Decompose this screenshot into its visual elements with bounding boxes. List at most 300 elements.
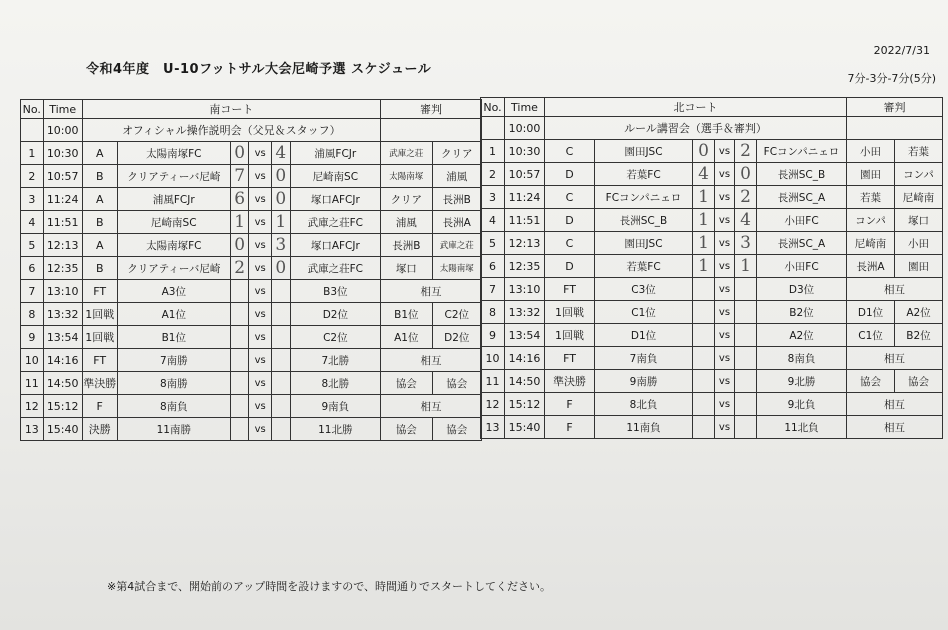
away-score: 3 — [735, 232, 757, 255]
referee: 協会 — [381, 418, 432, 441]
home-team: 園田JSC — [595, 140, 693, 163]
match-no: 8 — [481, 301, 505, 324]
document-title: 令和4年度 U-10フットサル大会尼崎予選 スケジュール — [86, 62, 432, 77]
match-group: 1回戦 — [545, 301, 595, 324]
versus-label: vs — [249, 326, 272, 349]
referee: 尼崎南 — [847, 232, 895, 255]
home-score — [230, 303, 249, 326]
match-row — [481, 278, 943, 301]
match-group: FT — [545, 278, 595, 301]
match-time: 13:54 — [505, 324, 545, 347]
referee: D1位 — [847, 301, 895, 324]
home-team: 8北負 — [595, 393, 693, 416]
referee: 相互 — [847, 416, 943, 439]
match-group: FT — [545, 347, 595, 370]
match-no: 1 — [21, 142, 44, 165]
away-team: 8北勝 — [290, 372, 381, 395]
match-no: 12 — [21, 395, 44, 418]
match-row — [21, 142, 482, 165]
away-team: 9北負 — [757, 393, 847, 416]
versus-label: vs — [715, 186, 735, 209]
match-row — [481, 393, 943, 416]
match-time: 14:16 — [505, 347, 545, 370]
match-time: 13:32 — [505, 301, 545, 324]
referee: 武庫之荘 — [381, 142, 432, 165]
away-team: 7北勝 — [290, 349, 381, 372]
away-score: 0 — [272, 257, 291, 280]
referee: 長洲B — [432, 188, 481, 211]
referee: 協会 — [847, 370, 895, 393]
match-row — [21, 211, 482, 234]
versus-label: vs — [715, 347, 735, 370]
away-team: 塚口AFCJr — [290, 188, 381, 211]
away-score: 3 — [272, 234, 291, 257]
home-team: クリアティーバ尼崎 — [117, 257, 230, 280]
event-row — [481, 117, 943, 140]
match-row — [481, 347, 943, 370]
versus-label: vs — [249, 257, 272, 280]
versus-label: vs — [715, 301, 735, 324]
referee: クリア — [432, 142, 481, 165]
away-team: D2位 — [290, 303, 381, 326]
home-score — [230, 349, 249, 372]
away-score: 4 — [272, 142, 291, 165]
match-no: 3 — [481, 186, 505, 209]
referee: A2位 — [895, 301, 943, 324]
north-court-table — [480, 97, 943, 439]
match-group: C — [545, 232, 595, 255]
match-time: 12:35 — [43, 257, 82, 280]
referee: 協会 — [432, 372, 481, 395]
match-row — [21, 418, 482, 441]
away-team: 長洲SC_A — [757, 232, 847, 255]
home-score: 6 — [230, 188, 249, 211]
referee: B2位 — [895, 324, 943, 347]
home-score — [693, 324, 715, 347]
home-team: 8南勝 — [117, 372, 230, 395]
match-time: 14:50 — [505, 370, 545, 393]
match-row — [481, 163, 943, 186]
referee: 長洲A — [432, 211, 481, 234]
away-team: B3位 — [290, 280, 381, 303]
match-time: 14:16 — [43, 349, 82, 372]
versus-label: vs — [249, 188, 272, 211]
away-score — [735, 301, 757, 324]
referee: 尼崎南 — [895, 186, 943, 209]
match-time: 13:10 — [43, 280, 82, 303]
away-score: 0 — [272, 188, 291, 211]
home-score — [230, 372, 249, 395]
match-time: 12:35 — [505, 255, 545, 278]
away-score: 1 — [272, 211, 291, 234]
referee: 相互 — [381, 395, 482, 418]
match-row — [21, 165, 482, 188]
away-score — [272, 326, 291, 349]
match-group: 決勝 — [82, 418, 117, 441]
match-row — [481, 186, 943, 209]
match-time: 10:57 — [505, 163, 545, 186]
referee: 浦風 — [432, 165, 481, 188]
match-no: 2 — [481, 163, 505, 186]
home-score: 0 — [230, 234, 249, 257]
match-row — [21, 303, 482, 326]
referee: 長洲B — [381, 234, 432, 257]
match-group: D — [545, 209, 595, 232]
home-score: 4 — [693, 163, 715, 186]
match-time: 11:51 — [43, 211, 82, 234]
match-group: F — [82, 395, 117, 418]
versus-label: vs — [249, 234, 272, 257]
home-score — [693, 370, 715, 393]
home-score: 1 — [693, 255, 715, 278]
away-team: C2位 — [290, 326, 381, 349]
home-score: 1 — [693, 209, 715, 232]
match-no: 11 — [481, 370, 505, 393]
match-time: 14:50 — [43, 372, 82, 395]
court-name: 北コート — [545, 98, 847, 117]
match-no: 3 — [21, 188, 44, 211]
versus-label: vs — [249, 372, 272, 395]
referee: 太陽南塚 — [381, 165, 432, 188]
versus-label: vs — [715, 232, 735, 255]
match-no: 11 — [21, 372, 44, 395]
match-no: 10 — [481, 347, 505, 370]
away-score: 0 — [735, 163, 757, 186]
away-team: 長洲SC_A — [757, 186, 847, 209]
match-no: 6 — [481, 255, 505, 278]
away-team: 11北負 — [757, 416, 847, 439]
referee: C2位 — [432, 303, 481, 326]
away-score: 2 — [735, 186, 757, 209]
home-score — [230, 280, 249, 303]
match-no: 13 — [481, 416, 505, 439]
versus-label: vs — [715, 278, 735, 301]
match-row — [481, 209, 943, 232]
match-row — [21, 234, 482, 257]
match-row — [21, 372, 482, 395]
versus-label: vs — [249, 280, 272, 303]
match-group: A — [82, 142, 117, 165]
referee: 相互 — [381, 280, 482, 303]
match-row — [21, 280, 482, 303]
home-score — [230, 326, 249, 349]
col-time: Time — [505, 98, 545, 117]
match-time: 12:13 — [505, 232, 545, 255]
away-team: 9南負 — [290, 395, 381, 418]
col-no: No. — [481, 98, 505, 117]
away-team: B2位 — [757, 301, 847, 324]
match-row — [481, 324, 943, 347]
versus-label: vs — [715, 163, 735, 186]
match-no: 12 — [481, 393, 505, 416]
event-row — [21, 119, 482, 142]
away-score: 4 — [735, 209, 757, 232]
versus-label: vs — [249, 303, 272, 326]
match-no: 4 — [481, 209, 505, 232]
away-score — [272, 372, 291, 395]
home-team: A1位 — [117, 303, 230, 326]
away-team: 11北勝 — [290, 418, 381, 441]
referee: クリア — [381, 188, 432, 211]
match-group: FT — [82, 349, 117, 372]
home-score — [693, 347, 715, 370]
match-time: 15:12 — [43, 395, 82, 418]
away-score — [735, 347, 757, 370]
referee: 武庫之荘 — [432, 234, 481, 257]
away-team: 尼崎南SC — [290, 165, 381, 188]
match-group: C — [545, 186, 595, 209]
home-team: B1位 — [117, 326, 230, 349]
match-time: 13:32 — [43, 303, 82, 326]
match-row — [21, 188, 482, 211]
match-no: 9 — [21, 326, 44, 349]
match-row — [481, 255, 943, 278]
match-no: 10 — [21, 349, 44, 372]
match-group: B — [82, 211, 117, 234]
home-score: 0 — [693, 140, 715, 163]
referee: A1位 — [381, 326, 432, 349]
home-score: 0 — [230, 142, 249, 165]
referee: 小田 — [847, 140, 895, 163]
match-time: 15:40 — [505, 416, 545, 439]
match-group: FT — [82, 280, 117, 303]
match-row — [481, 301, 943, 324]
home-team: 太陽南塚FC — [117, 234, 230, 257]
match-group: A — [82, 188, 117, 211]
referee: B1位 — [381, 303, 432, 326]
home-team: 7南勝 — [117, 349, 230, 372]
event-label: オフィシャル操作説明会（父兄＆スタッフ） — [82, 119, 380, 142]
versus-label: vs — [249, 142, 272, 165]
away-team: 小田FC — [757, 255, 847, 278]
home-team: 園田JSC — [595, 232, 693, 255]
referee: 浦風 — [381, 211, 432, 234]
south-header-row — [21, 100, 482, 119]
away-team: 塚口AFCJr — [290, 234, 381, 257]
match-time: 13:10 — [505, 278, 545, 301]
match-no: 9 — [481, 324, 505, 347]
away-score: 2 — [735, 140, 757, 163]
match-group: B — [82, 165, 117, 188]
away-team: 長洲SC_B — [757, 163, 847, 186]
home-score — [693, 278, 715, 301]
match-group: D — [545, 163, 595, 186]
versus-label: vs — [715, 416, 735, 439]
away-score — [272, 303, 291, 326]
home-team: 尼崎南SC — [117, 211, 230, 234]
match-format: 7分-3分-7分(5分) — [847, 72, 936, 85]
versus-label: vs — [715, 140, 735, 163]
home-team: C3位 — [595, 278, 693, 301]
south-body — [21, 119, 482, 441]
south-court-table — [20, 99, 482, 441]
away-score — [735, 324, 757, 347]
away-score — [272, 280, 291, 303]
match-no: 7 — [21, 280, 44, 303]
match-no: 4 — [21, 211, 44, 234]
away-score — [735, 370, 757, 393]
match-row — [21, 395, 482, 418]
match-no: 1 — [481, 140, 505, 163]
match-no: 2 — [21, 165, 44, 188]
away-score — [272, 418, 291, 441]
north-header-row — [481, 98, 943, 117]
versus-label: vs — [249, 211, 272, 234]
home-team: 11南負 — [595, 416, 693, 439]
away-score: 0 — [272, 165, 291, 188]
match-group: F — [545, 393, 595, 416]
referee: 園田 — [895, 255, 943, 278]
home-score — [230, 395, 249, 418]
away-team: 武庫之荘FC — [290, 257, 381, 280]
match-group: 1回戦 — [545, 324, 595, 347]
versus-label: vs — [249, 349, 272, 372]
referee: 小田 — [895, 232, 943, 255]
home-team: 9南勝 — [595, 370, 693, 393]
home-team: FCコンパニェロ — [595, 186, 693, 209]
away-team: A2位 — [757, 324, 847, 347]
referee: 相互 — [381, 349, 482, 372]
home-score: 2 — [230, 257, 249, 280]
match-time: 15:12 — [505, 393, 545, 416]
away-score — [272, 395, 291, 418]
event-label: ルール講習会（選手＆審判） — [545, 117, 847, 140]
match-row — [481, 232, 943, 255]
match-time: 10:30 — [43, 142, 82, 165]
away-team: FCコンパニェロ — [757, 140, 847, 163]
footer-note: ※第4試合まで、開始前のアップ時間を設けますので、時間通りでスタートしてください。 — [107, 580, 552, 593]
referee: 協会 — [432, 418, 481, 441]
match-time: 13:54 — [43, 326, 82, 349]
home-team: C1位 — [595, 301, 693, 324]
referee: D2位 — [432, 326, 481, 349]
home-score — [693, 301, 715, 324]
home-team: A3位 — [117, 280, 230, 303]
match-no: 5 — [481, 232, 505, 255]
match-time: 15:40 — [43, 418, 82, 441]
col-referee: 審判 — [381, 100, 482, 119]
referee: コンパ — [895, 163, 943, 186]
col-referee: 審判 — [847, 98, 943, 117]
away-team: 武庫之荘FC — [290, 211, 381, 234]
match-group: C — [545, 140, 595, 163]
away-score — [735, 278, 757, 301]
referee: 太陽南塚 — [432, 257, 481, 280]
referee: 園田 — [847, 163, 895, 186]
court-name: 南コート — [82, 100, 380, 119]
event-time: 10:00 — [505, 117, 545, 140]
home-score: 1 — [230, 211, 249, 234]
match-row — [481, 140, 943, 163]
referee: 若葉 — [895, 140, 943, 163]
referee: 塚口 — [381, 257, 432, 280]
referee: 相互 — [847, 393, 943, 416]
col-no: No. — [21, 100, 44, 119]
versus-label: vs — [715, 393, 735, 416]
match-row — [21, 257, 482, 280]
home-team: 浦風FCJr — [117, 188, 230, 211]
home-score: 1 — [693, 232, 715, 255]
home-team: 若葉FC — [595, 255, 693, 278]
match-row — [21, 349, 482, 372]
versus-label: vs — [249, 165, 272, 188]
match-group: A — [82, 234, 117, 257]
match-time: 12:13 — [43, 234, 82, 257]
referee: 長洲A — [847, 255, 895, 278]
referee: 相互 — [847, 347, 943, 370]
away-score: 1 — [735, 255, 757, 278]
match-no: 8 — [21, 303, 44, 326]
home-score: 1 — [693, 186, 715, 209]
home-score — [693, 393, 715, 416]
home-team: D1位 — [595, 324, 693, 347]
match-group: 準決勝 — [545, 370, 595, 393]
match-time: 11:51 — [505, 209, 545, 232]
away-score — [272, 349, 291, 372]
match-time: 11:24 — [505, 186, 545, 209]
match-row — [481, 370, 943, 393]
match-group: 1回戦 — [82, 303, 117, 326]
away-score — [735, 416, 757, 439]
away-team: 小田FC — [757, 209, 847, 232]
match-row — [21, 326, 482, 349]
north-body — [481, 117, 943, 439]
versus-label: vs — [249, 418, 272, 441]
away-team: 浦風FCJr — [290, 142, 381, 165]
home-team: 若葉FC — [595, 163, 693, 186]
home-team: 長洲SC_B — [595, 209, 693, 232]
home-team: 7南負 — [595, 347, 693, 370]
col-time: Time — [43, 100, 82, 119]
match-row — [481, 416, 943, 439]
referee: C1位 — [847, 324, 895, 347]
match-no: 5 — [21, 234, 44, 257]
match-time: 11:24 — [43, 188, 82, 211]
match-no: 6 — [21, 257, 44, 280]
match-time: 10:30 — [505, 140, 545, 163]
referee: コンパ — [847, 209, 895, 232]
versus-label: vs — [715, 209, 735, 232]
match-group: B — [82, 257, 117, 280]
match-group: 1回戦 — [82, 326, 117, 349]
versus-label: vs — [715, 370, 735, 393]
referee: 若葉 — [847, 186, 895, 209]
match-group: D — [545, 255, 595, 278]
referee: 塚口 — [895, 209, 943, 232]
match-group: 準決勝 — [82, 372, 117, 395]
match-time: 10:57 — [43, 165, 82, 188]
home-score — [230, 418, 249, 441]
home-team: クリアティーバ尼崎 — [117, 165, 230, 188]
home-score: 7 — [230, 165, 249, 188]
referee: 協会 — [381, 372, 432, 395]
match-no: 13 — [21, 418, 44, 441]
away-score — [735, 393, 757, 416]
document-date: 2022/7/31 — [873, 44, 930, 57]
home-team: 8南負 — [117, 395, 230, 418]
home-team: 太陽南塚FC — [117, 142, 230, 165]
match-group: F — [545, 416, 595, 439]
home-team: 11南勝 — [117, 418, 230, 441]
away-team: 8南負 — [757, 347, 847, 370]
referee: 相互 — [847, 278, 943, 301]
away-team: D3位 — [757, 278, 847, 301]
away-team: 9北勝 — [757, 370, 847, 393]
home-score — [693, 416, 715, 439]
versus-label: vs — [715, 255, 735, 278]
match-no: 7 — [481, 278, 505, 301]
event-time: 10:00 — [43, 119, 82, 142]
